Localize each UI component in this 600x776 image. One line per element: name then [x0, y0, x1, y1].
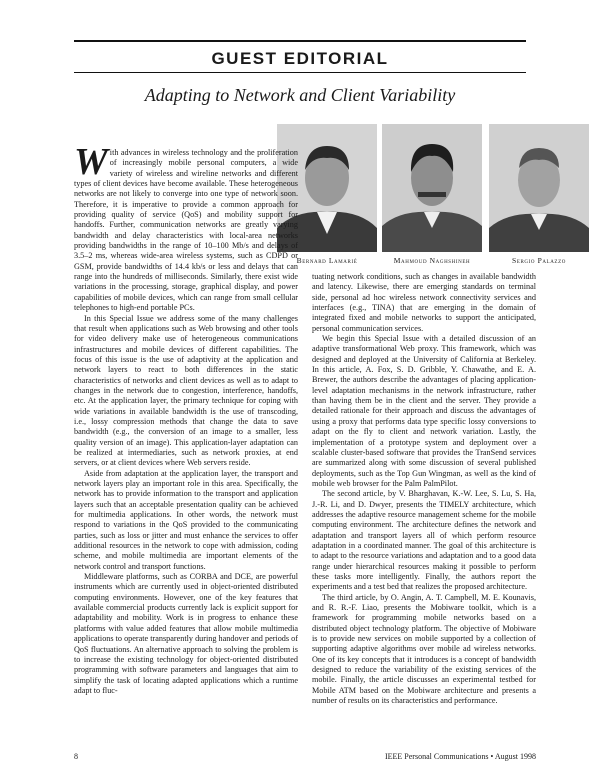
journal-footer: IEEE Personal Communications • August 1998 — [384, 752, 536, 761]
author-photo-2 — [382, 124, 482, 252]
author-name-3: Sergio Palazzo — [512, 256, 566, 265]
body-column-left — [74, 148, 298, 740]
paragraph-6: We begin this Special Issue with a detailed discussion of an adaptive transformational Web proxy. This framework, which was designed and deployed at the University of California at Berkeley. In this article, A. Fox, S. D. Gribble, Y. Chawathe, and E. A. Brewer, the authors describe the advantages of placing application-level adaptation mechanisms in the network infrastructure, rather than having them be in the client and the server. They provide a detailed rationale for their approach and discuss the advantages of using a proxy that performs data type specific lossy conversions to adapt on the fly to client and network variation. Lastly, the implementation of a prototype system and deployment over a scalable cluster-based software that provides the TranSend services are summarized along with some discussion of several published deployments, such as the Top Gun Wingman, as well as the kind of mobile web browser for the Palm PalmPilot. — [312, 334, 536, 488]
paragraph-3: Aside from adaptation at the application layer, the transport and network layers play an important role in this area. Specifically, the network has to provide information to the transport and application layers such that an acceptable presentation quality can be achieved for multimedia applications. In other words, the network must respond to variations in the QoS provided to the communicating parties, such as loss or jitter and must enhance the services to offer additional resources in the network to cope with admission, coding scheme, and mobile multimedia are important elements of the network control and transport functions. — [74, 468, 298, 571]
dropcap: W — [74, 148, 108, 183]
paragraph-5: tuating network conditions, such as changes in available bandwidth and latency. Likewise, there are emerging standards on terminal side, personal ad hoc wireless network connectivity services and interfaces (e.g., TINA) that are emerging in the domain of integrated fixed and mobile networks to support the anticipated, personal communication services. — [312, 272, 536, 333]
author-photo-3 — [489, 124, 589, 252]
paragraph-1: With advances in wireless technology and the proliferation of increasingly mobile personal computers, a wide variety of wireless and wireline networks and different types of client devices have become available. These heterogeneous networks are not likely to converge into one type of network soon. Therefore, it is imperative to provide a common approach for providing quality of service (QoS) and mobility support for handoffs. Further, communication networks are greatly varying bandwidth and delay characteristics with local-area networks providing bandwidths in the range of 10–100 Mb/s and delays of 3.5–2 ms, whereas wide-area wireless systems, such as CDPD or GSM, provide bandwidths of 14.4 kb/s or less and delays that can range into the hundreds of milliseconds. Similarly, there exist wide variations in the processing, storage, graphical display, and power capabilities of mobile devices, which can range from small cellular telephones to high-end portable PCs. — [74, 148, 298, 313]
author-name-1: Bernard Lamarié — [296, 256, 358, 265]
section-label: GUEST EDITORIAL — [211, 49, 389, 68]
paragraph-4: Middleware platforms, such as CORBA and DCE, are powerful instruments which are currently used in object-oriented distributed computing environments. However, one of the key features that available commercial products currently lack is explicit support for adaptability and mobility. Work is in progress to enhance these platforms with value added features that allow mobile multimedia applications to operate transparently during handover and periods of QoS fluctuations. An alternative approach to solving the problem is to increase the existing technology for object-oriented distributed programming with software parameters and languages that aim to simplify the task of locating adapted applications which a runtime adapt to fluc- — [74, 572, 298, 695]
paragraph-8: The third article, by O. Angin, A. T. Campbell, M. E. Kounavis, and R. R.-F. Liao, presents the Mobiware toolkit, which is a framework for programming mobile networks based on a distributed object technology platform. The objective of Mobiware is to provide new services on mobile supported by a collection of supporting adaptive algorithms over mobile ad wireless networks. One of its key concepts that it introduces is a concept of bandwidth designed to reduce the variability of the existing services of the mobile. Finally, the article discusses an experimental testbed for Mobile ATM based on the Mobiware architecture and presents a number of results on its characteristics and performance. — [312, 592, 536, 706]
top-rule — [74, 40, 526, 42]
author-name-2: Mahmoud Naghshineh — [393, 256, 471, 265]
paragraph-7: The second article, by V. Bharghavan, K.-W. Lee, S. Lu, S. Ha, J.-R. Li, and D. Dwyer, presents the TIMELY architecture, which addresses the adaptive resource management scheme for the mobile computing environment. The architecture defines the network and adaptation and transport layers all of which perform resource adaptation in a coordinated manner. The goal of this architecture is to adapt to the resource variations and adaptation and to a good data range under hierarchical resources making it possible to perform these tasks more intelligently. Finally, the authors report the experiments and a test bed that realizes the proposed architecture. — [312, 489, 536, 592]
paragraph-2: In this Special Issue we address some of the many challenges that result when applications such as Web browsing and other tools for video delivery make use of heterogeneous communications infrastructures and mobile devices of different capabilities. The focus of this issue is the use of adaptivity at the application and network layers to react to both differences in the static characteristics of networks and client devices as well as to adapt to changes in the network due to congestion, interference, handoffs, etc. At the application layer, the primary technique for coping with wide variations in available bandwidth is the use of transcoding, i.e., lossy compression methods that change the data to save bandwidth (e.g., the conversion of an image to a smaller, less quality version of an image). This application-layer adaptation can be realized at intermediaries, such as network proxies, at end servers, or at client devices where Web servers reside. — [74, 313, 298, 468]
section-rule — [74, 72, 526, 73]
page-number: 8 — [74, 752, 78, 761]
body-column-right — [312, 272, 536, 740]
article-title: Adapting to Network and Client Variability — [144, 85, 456, 105]
